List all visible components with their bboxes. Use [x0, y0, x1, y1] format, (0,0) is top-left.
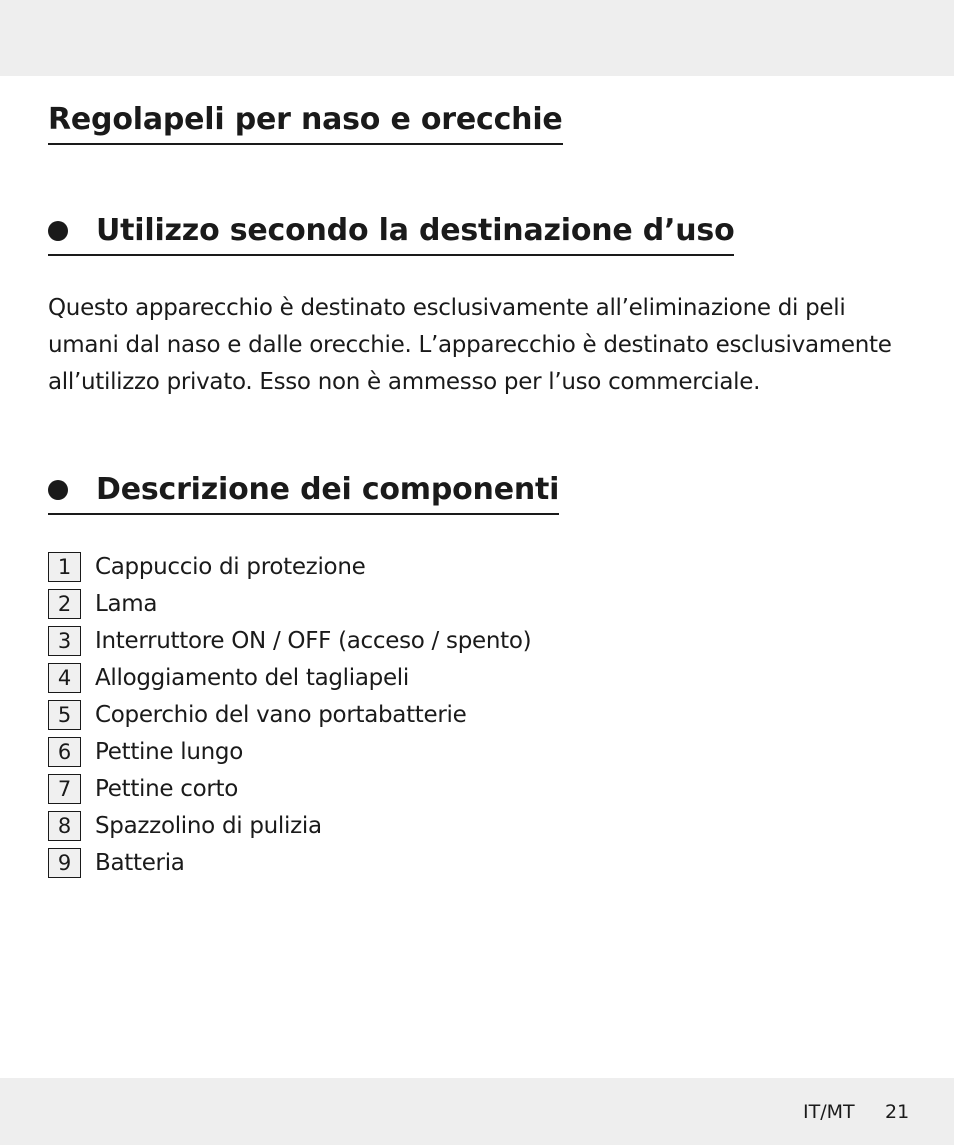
component-number: 4 — [48, 663, 81, 693]
list-item — [48, 844, 531, 881]
list-item — [48, 733, 531, 770]
component-label: Pettine corto — [95, 775, 239, 802]
header-band — [0, 0, 954, 76]
bullet-icon — [48, 480, 68, 500]
section-heading-components — [48, 471, 559, 515]
page-number: 21 — [885, 1101, 910, 1123]
page-title: Regolapeli per naso e orecchie — [48, 101, 563, 145]
component-number: 2 — [48, 589, 81, 619]
component-label: Spazzolino di pulizia — [95, 812, 322, 839]
list-item — [48, 807, 531, 844]
component-label: Coperchio del vano portabatterie — [95, 701, 467, 728]
component-label: Lama — [95, 590, 158, 617]
component-label: Pettine lungo — [95, 738, 243, 765]
section-heading-usage — [48, 212, 734, 256]
component-label: Interruttore ON / OFF (acceso / spento) — [95, 627, 532, 654]
list-item — [48, 585, 531, 622]
list-item — [48, 770, 531, 807]
list-item — [48, 622, 531, 659]
component-number: 7 — [48, 774, 81, 804]
component-number: 8 — [48, 811, 81, 841]
component-label: Batteria — [95, 849, 185, 876]
usage-paragraph: Questo apparecchio è destinato esclusivamente all’eliminazione di peli umani dal naso e dalle orecchie. L’apparecchio è destinato esclusivamente all’utilizzo privato. Esso non è ammesso per l’uso commerciale. — [48, 295, 892, 395]
bullet-icon — [48, 221, 68, 241]
component-number: 5 — [48, 700, 81, 730]
list-item — [48, 548, 531, 585]
component-number: 6 — [48, 737, 81, 767]
component-list — [48, 548, 531, 881]
component-number: 1 — [48, 552, 81, 582]
component-label: Cappuccio di protezione — [95, 553, 366, 580]
list-item — [48, 659, 531, 696]
component-number: 9 — [48, 848, 81, 878]
footer-region-code: IT/MT — [803, 1101, 855, 1123]
section-heading-components-text: Descrizione dei componenti — [96, 472, 560, 507]
component-number: 3 — [48, 626, 81, 656]
section-heading-usage-text: Utilizzo secondo la destinazione d’uso — [96, 213, 735, 248]
list-item — [48, 696, 531, 733]
component-label: Alloggiamento del tagliapeli — [95, 664, 409, 691]
